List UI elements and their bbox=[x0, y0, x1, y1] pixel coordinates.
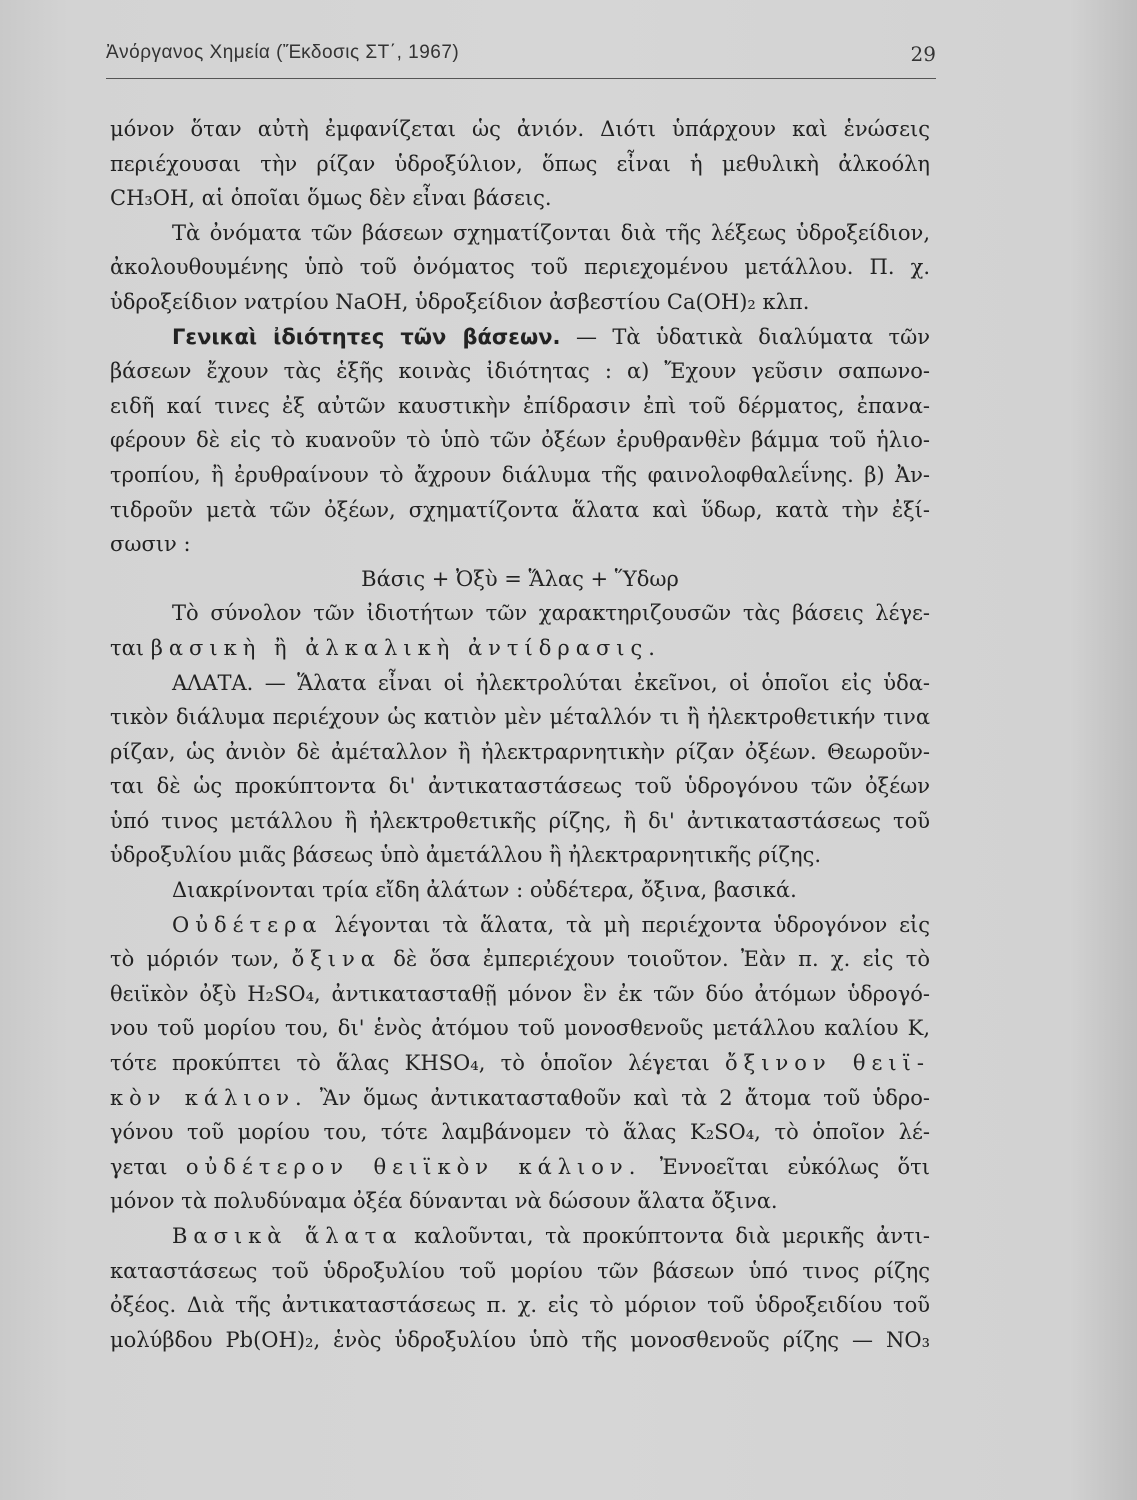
text-line bbox=[110, 493, 930, 528]
line-text: ἀκολουθουμένης ὑπὸ τοῦ ὀνόματος τοῦ περιεχομένου μετάλλου. Π. χ. bbox=[110, 255, 930, 280]
text-line bbox=[110, 320, 930, 355]
text-line bbox=[110, 1219, 930, 1254]
spaced-emphasis: βασικὴ ἢ ἀλκαλικὴ ἀντίδρασις. bbox=[150, 635, 661, 660]
text-line bbox=[110, 527, 930, 562]
line-text: ὑπό τινος μετάλλου ἢ ἠλεκτροθετικῆς ρίζης, ἢ δι' ἀντικαταστάσεως τοῦ bbox=[110, 808, 930, 833]
line-text: σωσιν : bbox=[110, 532, 191, 557]
line-text: δὲ ὅσα ἐμπεριέχουν τοιοῦτον. Ἐὰν π. χ. εἰς τὸ bbox=[380, 947, 931, 972]
line-text: καλοῦνται, τὰ προκύπτοντα διὰ μερικῆς ἀντι- bbox=[402, 1224, 931, 1248]
line-text: ται bbox=[110, 635, 151, 660]
text-line bbox=[110, 250, 930, 285]
line-text: Τὸ σύνολον τῶν ἰδιοτήτων τῶν χαρακτηριζουσῶν τὰς βάσεις λέγε- bbox=[172, 601, 930, 626]
line-text: τικὸν διάλυμα περιέχουν ὡς κατιὸν μὲν μέταλλόν τι ἢ ἠλεκτροθετικήν τινα bbox=[110, 705, 930, 730]
line-text: καταστάσεως τοῦ ὑδροξυλίου τοῦ μορίου τῶν βάσεων ὑπό τινος ρίζης bbox=[110, 1258, 930, 1283]
line-text: μολύβδου Pb(OH)₂, ἑνὸς ὑδροξυλίου ὑπὸ τῆς μονοσθενοῦς ρίζης — NO₃ bbox=[110, 1327, 930, 1352]
line-text: μόνον τὰ πολυδύναμα ὀξέα δύνανται νὰ δώσουν ἅλατα ὄξινα. bbox=[110, 1189, 778, 1214]
line-text: βάσεων ἔχουν τὰς ἑξῆς κοινὰς ἰδιότητας : α) Ἔχουν γεῦσιν σαπωνο- bbox=[110, 359, 930, 384]
spaced-emphasis: Βασικὰ ἅλατα bbox=[172, 1224, 403, 1248]
line-text: Τὰ ὀνόματα τῶν βάσεων σχηματίζονται διὰ τῆς λέξεως ὑδροξείδιον, bbox=[172, 220, 930, 245]
text-line bbox=[110, 1288, 930, 1323]
spaced-emphasis: ὄξινα bbox=[291, 947, 381, 972]
text-line bbox=[110, 562, 930, 597]
text-line bbox=[110, 181, 930, 216]
line-text: ΑΛΑΤΑ. — Ἅλατα εἶναι οἱ ἠλεκτρολύται ἐκεῖνοι, οἱ ὁποῖοι εἰς ὑδα- bbox=[172, 670, 930, 695]
text-line bbox=[110, 216, 930, 251]
line-text: τροπίου, ἢ ἐρυθραίνουν τὸ ἄχρουν διάλυμα τῆς φαινολοφθαλεΐνης. β) Ἀν- bbox=[110, 462, 930, 487]
line-text: Ἂν ὅμως ἀντικατασταθοῦν καὶ τὰ 2 ἄτομα τοῦ ὑδρο- bbox=[307, 1085, 930, 1110]
line-text: ειδῆ καί τινες ἐξ αὐτῶν καυστικὴν ἐπίδρασιν ἐπὶ τοῦ δέρματος, ἐπανα- bbox=[110, 393, 930, 418]
page-number: 29 bbox=[910, 42, 936, 66]
line-text: ρίζαν, ὡς ἀνιὸν δὲ ἀμέταλλον ἢ ἠλεκτραρνητικὴν ρίζαν ὀξέων. Θεωροῦν- bbox=[110, 739, 930, 764]
text-line bbox=[110, 631, 930, 666]
line-text: ὑδροξείδιον νατρίου NaOH, ὑδροξείδιον ἀσβεστίου Ca(OH)₂ κλπ. bbox=[110, 289, 810, 314]
text-line bbox=[110, 1011, 930, 1046]
line-text: φέρουν δὲ εἰς τὸ κυανοῦν τὸ ὑπὸ τῶν ὀξέων ἐρυθρανθὲν βάμμα τοῦ ἡλιο- bbox=[110, 428, 930, 453]
line-text: ὑδροξυλίου μιᾶς βάσεως ὑπὸ ἀμετάλλου ἢ ἠλεκτραρνητικῆς ρίζης. bbox=[110, 843, 822, 868]
line-text: CH₃OH, αἱ ὁποῖαι ὅμως δὲν εἶναι βάσεις. bbox=[110, 186, 552, 211]
spaced-emphasis: οὐδέτερον θειϊκὸν κάλιον. bbox=[185, 1154, 642, 1179]
line-text: τὸ μόριόν των, bbox=[110, 947, 292, 972]
text-line bbox=[110, 1046, 930, 1081]
text-line bbox=[110, 804, 930, 839]
line-text: περιέχουσαι τὴν ρίζαν ὑδροξύλιον, ὅπως εἶναι ἡ μεθυλικὴ ἀλκοόλη bbox=[110, 151, 930, 176]
text-line bbox=[110, 354, 930, 389]
text-line bbox=[110, 147, 930, 182]
text-line bbox=[110, 596, 930, 631]
text-line bbox=[110, 908, 930, 943]
body-text bbox=[110, 112, 930, 1357]
text-line bbox=[110, 458, 930, 493]
section-heading: Γενικαὶ ἰδιότητες τῶν βάσεων. bbox=[172, 324, 561, 349]
line-text: ὀξέος. Διὰ τῆς ἀντικαταστάσεως π. χ. εἰς τὸ μόριον τοῦ ὑδροξειδίου τοῦ bbox=[110, 1293, 930, 1318]
line-text: ται δὲ ὡς προκύπτοντα δι' ἀντικαταστάσεως τοῦ ὑδρογόνου τῶν ὀξέων bbox=[110, 774, 930, 799]
spaced-emphasis: Οὐδέτερα bbox=[172, 912, 323, 937]
text-line bbox=[110, 769, 930, 804]
text-line bbox=[110, 838, 930, 873]
text-line bbox=[110, 423, 930, 458]
text-line bbox=[110, 977, 930, 1012]
line-text: γεται bbox=[110, 1154, 186, 1179]
text-line bbox=[110, 666, 930, 701]
spaced-emphasis: κὸν κάλιον. bbox=[110, 1085, 308, 1110]
text-line bbox=[110, 735, 930, 770]
text-line bbox=[110, 1081, 930, 1116]
text-line bbox=[110, 1184, 930, 1219]
text-line bbox=[110, 873, 930, 908]
spaced-emphasis: ὄξινον θειϊ- bbox=[725, 1051, 930, 1076]
text-line bbox=[110, 700, 930, 735]
line-text: λέγονται τὰ ἅλατα, τὰ μὴ περιέχοντα ὑδρογόνον εἰς bbox=[322, 912, 930, 937]
text-line bbox=[110, 1323, 930, 1358]
text-line bbox=[110, 942, 930, 977]
line-text: Διακρίνονται τρία εἴδη ἀλάτων : οὐδέτερα, ὄξινα, βασικά. bbox=[172, 878, 797, 903]
text-line bbox=[110, 112, 930, 147]
line-text: τότε προκύπτει τὸ ἅλας KHSO₄, τὸ ὁποῖον λέγεται bbox=[110, 1051, 726, 1076]
running-header bbox=[106, 38, 936, 79]
text-line bbox=[110, 285, 930, 320]
line-text: τιδροῦν μετὰ τῶν ὀξέων, σχηματίζοντα ἅλατα καὶ ὕδωρ, κατὰ τὴν ἐξί- bbox=[110, 497, 930, 522]
text-line bbox=[110, 1150, 930, 1185]
text-line bbox=[110, 1115, 930, 1150]
running-title: Ἀνόργανος Χημεία (Ἔκδοσις ΣΤ΄, 1967) bbox=[106, 42, 460, 63]
line-text: μόνον ὅταν αὐτὴ ἐμφανίζεται ὡς ἀνιόν. Διότι ὑπάρχουν καὶ ἑνώσεις bbox=[110, 117, 930, 141]
line-text: νου τοῦ μορίου του, δι' ἑνὸς ἀτόμου τοῦ μονοσθενοῦς μετάλλου καλίου K, bbox=[110, 1016, 930, 1041]
line-text: — Τὰ ὑδατικὰ διαλύματα τῶν bbox=[560, 324, 930, 349]
text-line bbox=[110, 1254, 930, 1289]
line-text: Ἐννοεῖται εὐκόλως ὅτι bbox=[641, 1154, 930, 1179]
line-text: θειϊκὸν ὀξὺ H₂SO₄, ἀντικατασταθῇ μόνον ἓν ἐκ τῶν δύο ἀτόμων ὑδρογό- bbox=[110, 981, 930, 1006]
text-line bbox=[110, 389, 930, 424]
line-text: Βάσις + Ὀξὺ = Ἅλας + Ὕδωρ bbox=[361, 566, 679, 591]
line-text: γόνου τοῦ μορίου του, τότε λαμβάνομεν τὸ ἅλας K₂SO₄, τὸ ὁποῖον λέ- bbox=[110, 1120, 930, 1145]
